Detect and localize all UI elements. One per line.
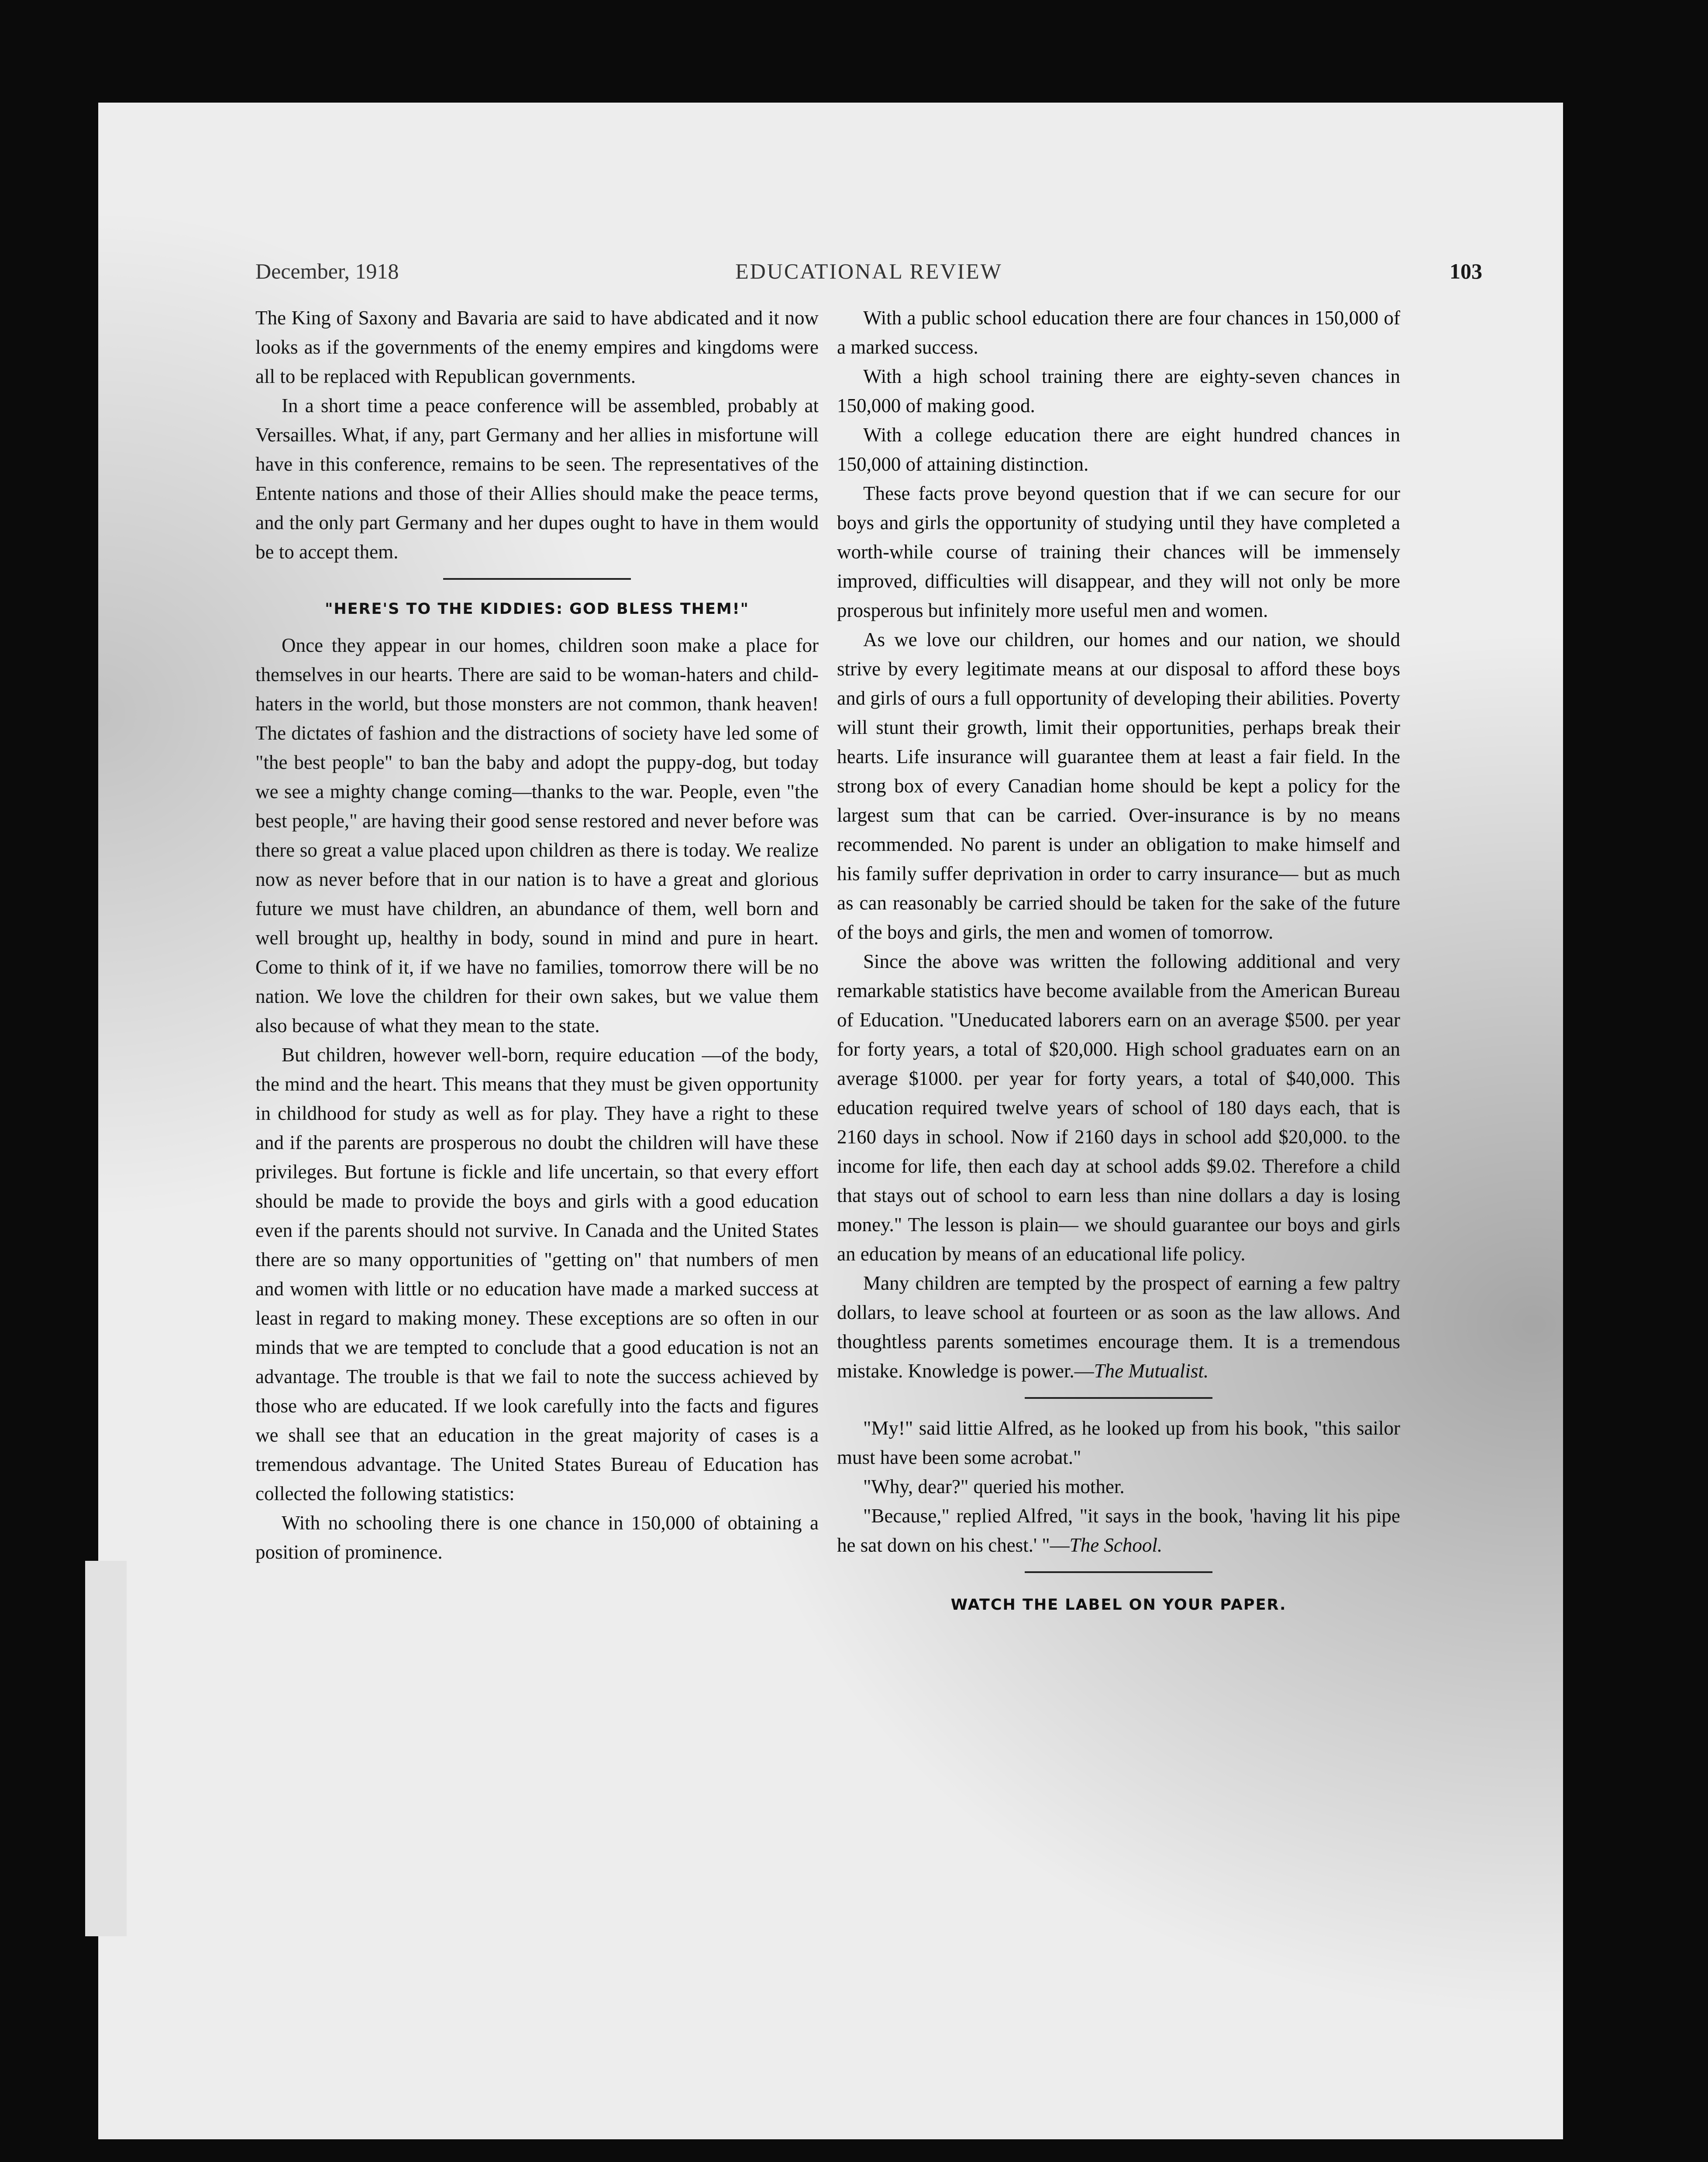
paragraph: Once they appear in our homes, children soon make a place for themselves in our hearts. There are said to be woman-haters and child-haters in the world, but those monsters are not common, thank heaven! The dictates of fashion and the distractions of society have led some of "the best people" to ban the baby and adopt the puppy-dog, but today we see a mighty change coming—thanks to the war. People, even "the best people," are having their good sense restored and never before was there so great a value placed upon children as there is today. We realize now as never before that in our nation is to have a great and glorious future we must have children, an abundance of them, well born and well brought up, healthy in body, sound in mind and pure in heart. Come to think of it, if we have no families, tomorrow there will be no nation. We love the children for their own sakes, but we value them also because of what they mean to the state. bbox=[255, 634, 819, 1036]
paragraph: The King of Saxony and Bavaria are said to have abdicated and it now looks as if the governments of the enemy empires and kingdoms were all to be replaced with Republican governments. bbox=[255, 307, 819, 387]
paragraph-text: Many children are tempted by the prospect of earning a few paltry dollars, to leave school at fourteen or as soon as the law allows. And thoughtless parents sometimes encourage them. It is a tremendous mistake. Knowledge is power.— bbox=[837, 1272, 1400, 1382]
paragraph: With a public school education there are four chances in 150,000 of a marked success. bbox=[837, 307, 1400, 358]
paragraph: But children, however well-born, require education —of the body, the mind and the heart. This means that they must be given opportunity in childhood for study as well as for play. They have a right to these and if the parents are prosperous no doubt the children will have these privileges. But fortune is fickle and life uncertain, so that every effort should be made to provide the boys and girls with a good education even if the parents should not survive. In Canada and the United States there are so many opportunities of "getting on" that numbers of men and women with little or no education have made a marked success at least in regard to making money. These exceptions are so often in our minds that we are tempted to conclude that a good education is not an advantage. The trouble is that we fail to note the success achieved by those who are educated. If we look carefully into the facts and figures we shall see that an education in the great majority of cases is a tremendous advantage. The United States Bureau of Education has collected the following statistics: bbox=[255, 1044, 819, 1504]
source-attribution: The Mutualist. bbox=[1094, 1360, 1209, 1382]
page-header bbox=[255, 258, 1482, 293]
header-page-number: 103 bbox=[1450, 259, 1482, 283]
magazine-page bbox=[98, 103, 1563, 2139]
page-edge-tab bbox=[85, 1561, 127, 1936]
divider-rule bbox=[1025, 1571, 1212, 1573]
divider-rule bbox=[443, 578, 631, 580]
paragraph: With a college education there are eight hundred chances in 150,000 of attaining distinction. bbox=[837, 424, 1400, 475]
paragraph: "Why, dear?" queried his mother. bbox=[863, 1476, 1125, 1498]
source-attribution: The School. bbox=[1069, 1534, 1163, 1556]
footer-notice: WATCH THE LABEL ON YOUR PAPER. bbox=[950, 1596, 1287, 1614]
paragraph: These facts prove beyond question that if we can secure for our boys and girls the opportunity of studying until they have completed a worth-while course of training their chances will be immensely improved, difficulties will disappear, and they will not only be more prosperous but infinitely more useful men and women. bbox=[837, 482, 1400, 621]
paragraph: With no schooling there is one chance in 150,000 of obtaining a position of prominence. bbox=[255, 1512, 819, 1563]
paragraph: With a high school training there are eighty-seven chances in 150,000 of making good. bbox=[837, 365, 1400, 417]
paragraph: As we love our children, our homes and our nation, we should strive by every legitimate means at our disposal to afford these boys and girls of ours a full opportunity of developing their abilities. Poverty will stunt their growth, limit their opportunities, perhaps break their hearts. Life insurance will guarantee them at least a fair field. In the strong box of every Canadian home should be kept a policy for the largest sum that can be carried. Over-insurance is by no means recommended. No parent is under an obligation to make himself and his family suffer deprivation in order to carry insurance— but as much as can reasonably be carried should be taken for the sake of the future of the boys and girls, the men and women of tomorrow. bbox=[837, 629, 1400, 943]
paragraph bbox=[837, 1269, 1400, 1386]
header-journal-title: EDUCATIONAL REVIEW bbox=[735, 259, 1002, 283]
paragraph: "My!" said littie Alfred, as he looked up from his book, "this sailor must have been some acrobat." bbox=[837, 1417, 1400, 1468]
paragraph bbox=[837, 1501, 1400, 1560]
right-column bbox=[837, 303, 1400, 1620]
paragraph: In a short time a peace conference will be assembled, probably at Versailles. What, if any, part Germany and her allies in misfortune will have in this conference, remains to be seen. The representatives of the Entente nations and those of their Allies should make the peace terms, and the only part Germany and her dupes ought to have in them would be to accept them. bbox=[255, 395, 819, 563]
paragraph-text: "Because," replied Alfred, "it says in the book, 'having lit his pipe he sat down on his chest.' "— bbox=[837, 1505, 1400, 1556]
left-column bbox=[255, 303, 819, 1567]
divider-rule bbox=[1025, 1397, 1212, 1399]
paragraph: Since the above was written the following additional and very remarkable statistics have become available from the American Bureau of Education. "Uneducated laborers earn on an average $500. per year for forty years, a total of $20,000. High school graduates earn on an average $1000. per year for forty years, a total of $40,000. This education required twelve years of school of 180 days each, that is 2160 days in school. Now if 2160 days in school add $20,000. to the income for life, then each day at school adds $9.02. Therefore a child that stays out of school to earn less than nine dollars a day is losing money." The lesson is plain— we should guarantee our boys and girls an education by means of an educational life policy. bbox=[837, 950, 1400, 1265]
header-date: December, 1918 bbox=[255, 259, 399, 283]
article-heading: "HERE'S TO THE KIDDIES: GOD BLESS THEM!" bbox=[325, 600, 749, 618]
